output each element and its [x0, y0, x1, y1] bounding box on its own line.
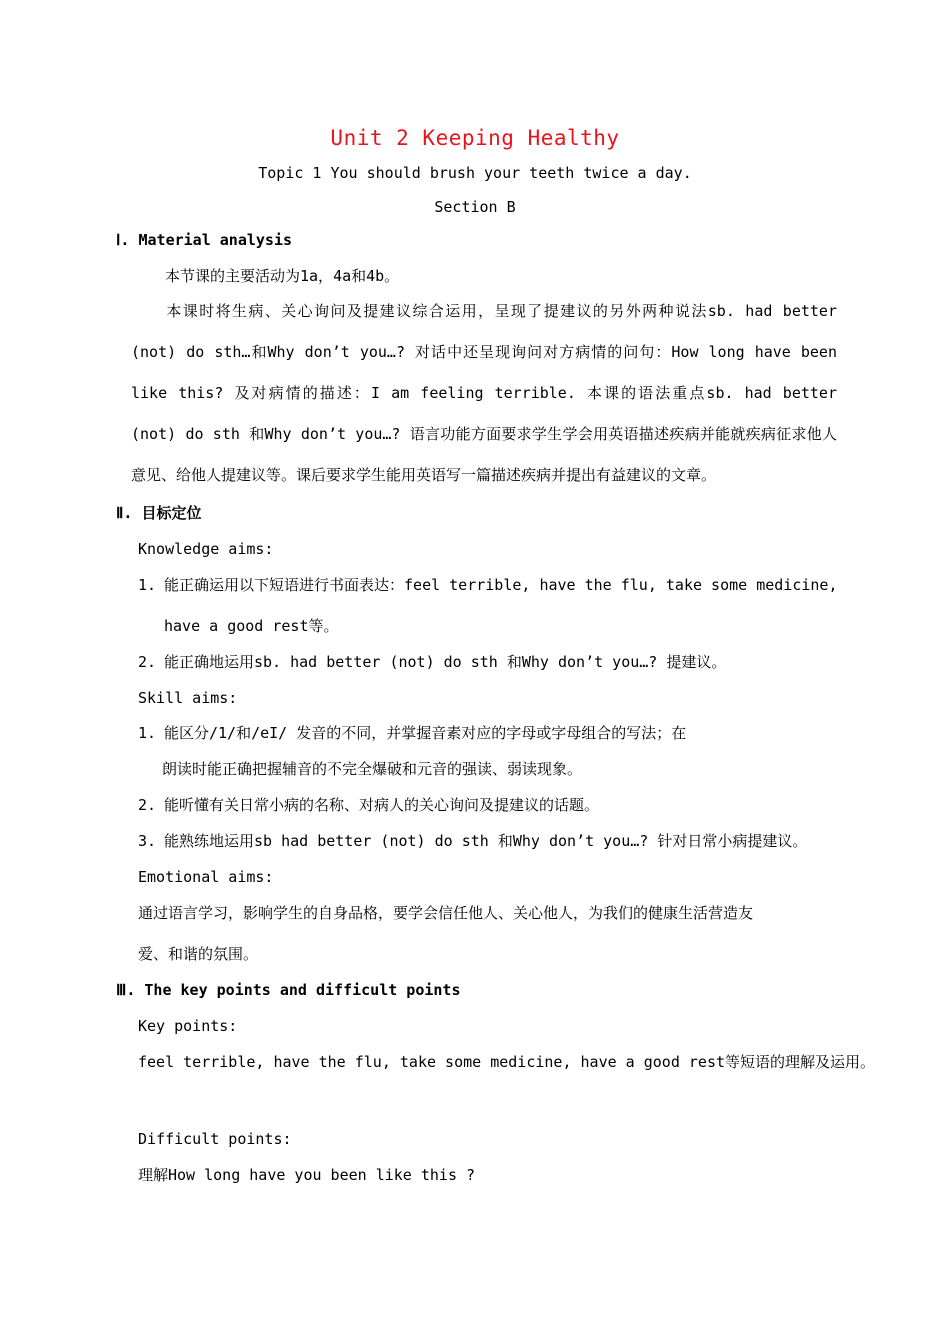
document-title: Unit 2 Keeping Healthy	[330, 126, 620, 150]
material-intro-paragraph: 本节课的主要活动为1a，4a和4b。	[165, 267, 400, 285]
key-points-heading: Ⅲ. The key points and difficult points	[116, 981, 461, 999]
knowledge-aim-1-line-1: 能正确运用以下短语进行书面表达：feel terrible, have the flu, take some medicine,	[164, 576, 838, 594]
skill-aim-1-line-1: 能区分/1/和/eI/ 发音的不同，并掌握音素对应的字母或字母组合的写法；在	[164, 724, 687, 742]
aims-heading: Ⅱ. 目标定位	[116, 504, 202, 522]
skill-aims-label: Skill aims:	[138, 689, 238, 707]
skill-aim-3: 能熟练地运用sb had better (not) do sth 和Why don’t you…? 针对日常小病提建议。	[164, 832, 808, 850]
knowledge-aim-2-number: 2.	[138, 653, 157, 671]
key-points-label: Key points:	[138, 1017, 238, 1035]
emotional-aims-label: Emotional aims:	[138, 868, 274, 886]
key-points-text: feel terrible, have the flu, take some medicine, have a good rest等短语的理解及运用。	[138, 1053, 876, 1071]
knowledge-aim-1-number: 1.	[138, 576, 157, 594]
skill-aim-3-number: 3.	[138, 832, 157, 850]
knowledge-aims-label: Knowledge aims:	[138, 540, 274, 558]
knowledge-aim-2: 能正确地运用sb. had better (not) do sth 和Why don’t you…? 提建议。	[164, 653, 727, 671]
material-analysis-heading: Ⅰ. Material analysis	[116, 231, 293, 249]
skill-aim-2-number: 2.	[138, 796, 157, 814]
difficult-points-label: Difficult points:	[138, 1130, 292, 1148]
section-heading: Section B	[434, 198, 516, 216]
material-analysis-text: 本课时将生病、关心询问及提建议综合运用，呈现了提建议的另外两种说法sb. had better (not) do sth…和Why don’t you…? 对话中还呈现询问对方病情的问句：How long have been like this? 及对病情的描述：I am feeling terrible. 本课的语法重点sb. had better (not) do sth 和Why don’t you…? 语言功能方面要求学生学会用英语描述疾病并能就疾病征求他人意见、给他人提建议等。课后要求学生能用英语写一篇描述疾病并提出有益建议的文章。	[131, 302, 837, 484]
knowledge-aim-1-line-2: have a good rest等。	[164, 617, 339, 635]
emotional-aim-line-1: 通过语言学习，影响学生的自身品格，要学会信任他人、关心他人，为我们的健康生活营造友	[138, 904, 754, 922]
difficult-points-text: 理解How long have you been like this ?	[138, 1166, 476, 1184]
skill-aim-1-number: 1.	[138, 724, 157, 742]
topic-heading: Topic 1 You should brush your teeth twice a day.	[258, 164, 692, 182]
skill-aim-2: 能听懂有关日常小病的名称、对病人的关心询问及提建议的话题。	[164, 796, 600, 814]
emotional-aim-line-2: 爱、和谐的氛围。	[138, 945, 259, 963]
material-analysis-paragraph	[131, 291, 837, 496]
skill-aim-1-line-2: 朗读时能正确把握辅音的不完全爆破和元音的强读、弱读现象。	[162, 760, 583, 778]
